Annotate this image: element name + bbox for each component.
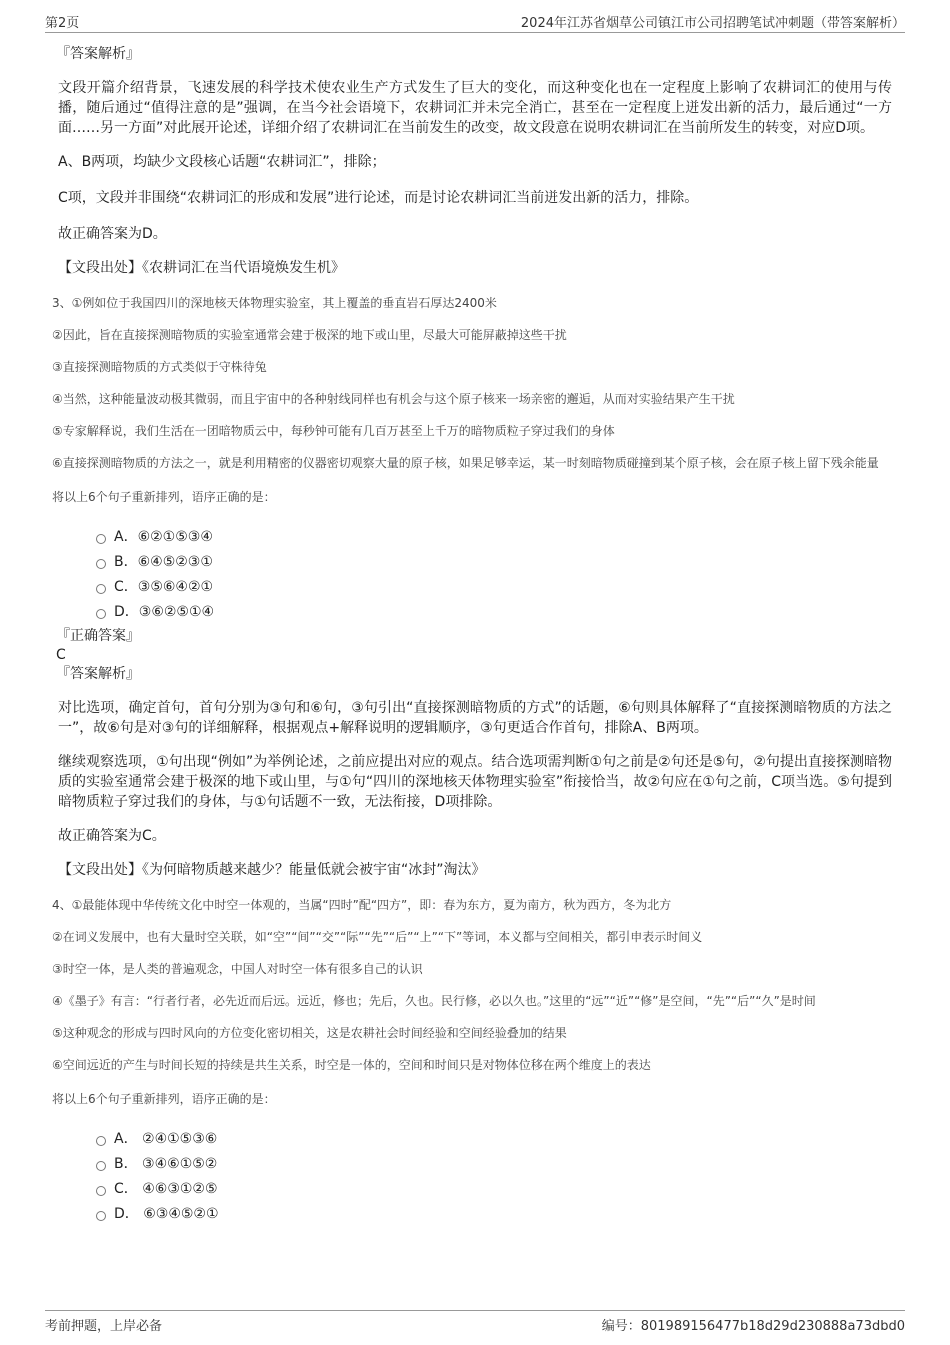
- q3-option-b[interactable]: B．⑥④⑤②③①: [96, 549, 892, 574]
- question-4: [52, 896, 892, 1226]
- q2-analysis-paragraph: A、B两项，均缺少文段核心话题“农耕词汇”，排除；: [58, 154, 386, 170]
- document-title: 2024年江苏省烟草公司镇江市公司招聘笔试冲刺题（带答案解析）: [520, 16, 905, 31]
- radio-icon[interactable]: [96, 1161, 106, 1171]
- radio-icon[interactable]: [96, 584, 106, 594]
- q3-option-c[interactable]: C．③⑤⑥④②①: [96, 574, 892, 599]
- q4-sentence: ②在词义发展中，也有大量时空关联，如“空”“间”“交”“际”“先”“后”“上”“下”等词，本义都与空间相关，都引申表示时间义: [52, 930, 703, 944]
- q3-correct-label: 『正确答案』: [56, 628, 140, 644]
- q4-sentence: ⑥空间远近的产生与时间长短的持续是共生关系，时空是一体的，空间和时间只是对物体位移在两个维度上的表达: [52, 1058, 651, 1072]
- q2-analysis-paragraph: 文段开篇介绍背景，飞速发展的科学技术使农业生产方式发生了巨大的变化，而这种变化也在一定程度上影响了农耕词汇的使用与传播，随后通过“值得注意的是”强调，在当今社会语境下，农耕词汇并未完全消亡，甚至在一定程度上迸发出新的活力，最后通过“一方面……另一方面”对此展开论述，详细介绍了农耕词汇在当前发生的改变，故文段意在说明农耕词汇在当前所发生的转变，对应D项。: [58, 80, 892, 136]
- document-id: 编号：801989156477b18d29d230888a73dbd0: [601, 1319, 905, 1334]
- footer-slogan: 考前押题，上岸必备: [45, 1319, 163, 1334]
- q3-option-d[interactable]: D．③⑥②⑤①④: [96, 599, 892, 624]
- q4-prompt: 将以上6个句子重新排列，语序正确的是：: [52, 1092, 276, 1106]
- page-footer: [45, 1310, 905, 1333]
- q2-source: 【文段出处】《农耕词汇在当代语境焕发生机》: [58, 260, 345, 276]
- q3-sentence: ③直接探测暗物质的方式类似于守株待兔: [52, 360, 267, 374]
- q4-option-b[interactable]: B． ③④⑥①⑤②: [96, 1151, 892, 1176]
- radio-icon[interactable]: [96, 559, 106, 569]
- radio-icon[interactable]: [96, 609, 106, 619]
- q3-sentence: ⑤专家解释说，我们生活在一团暗物质云中，每秒钟可能有几百万甚至上千万的暗物质粒子穿过我们的身体: [52, 424, 615, 438]
- q4-option-c[interactable]: C． ④⑥③①②⑤: [96, 1176, 892, 1201]
- q4-option-a[interactable]: A． ②④①⑤③⑥: [96, 1126, 892, 1151]
- q4-options: [96, 1126, 892, 1226]
- q3-sentence: ④当然，这种能量波动极其微弱，而且宇宙中的各种射线同样也有机会与这个原子核来一场亲密的邂逅，从而对实验结果产生干扰: [52, 392, 735, 406]
- q3-sentence: 3、①例如位于我国四川的深地核天体物理实验室，其上覆盖的垂直岩石厚达2400米: [52, 296, 497, 310]
- q3-source: 【文段出处】《为何暗物质越来越少？能量低就会被宇宙“冰封”淘汰》: [58, 862, 486, 878]
- q3-analysis-paragraph: 对比选项，确定首句，首句分别为③句和⑥句，③句引出“直接探测暗物质的方式”的话题，⑥句则具体解释了“直接探测暗物质的方法之一”，故⑥句是对③句的详细解释，根据观点+解释说明的逻辑顺序，③句更适合作首句，排除A、B两项。: [58, 700, 892, 736]
- q3-sentence: ②因此，旨在直接探测暗物质的实验室通常会建于极深的地下或山里，尽最大可能屏蔽掉这些干扰: [52, 328, 567, 342]
- radio-icon[interactable]: [96, 534, 106, 544]
- page-content: [52, 44, 892, 1226]
- radio-icon[interactable]: [96, 1211, 106, 1221]
- q3-correct-answer: C: [56, 647, 66, 663]
- q3-analysis-label: 『答案解析』: [56, 666, 140, 682]
- q3-analysis-paragraph: 故正确答案为C。: [58, 828, 166, 844]
- q3-prompt: 将以上6个句子重新排列，语序正确的是：: [52, 490, 276, 504]
- q4-sentence: 4、①最能体现中华传统文化中时空一体观的，当属“四时”配“四方”，即：春为东方，夏为南方，秋为西方，冬为北方: [52, 898, 672, 912]
- q3-analysis-paragraph: 继续观察选项，①句出现“例如”为举例论述，之前应提出对应的观点。结合选项需判断①句之前是②句还是⑤句，②句提出直接探测暗物质的实验室通常会建于极深的地下或山里，与①句“四川的深地核天体物理实验室”衔接恰当，故②句应在①句之前，C项当选。⑤句提到暗物质粒子穿过我们的身体，与①句话题不一致，无法衔接，D项排除。: [58, 754, 892, 810]
- q4-option-d[interactable]: D． ⑥③④⑤②①: [96, 1201, 892, 1226]
- q3-sentence: ⑥直接探测暗物质的方法之一，就是利用精密的仪器密切观察大量的原子核，如果足够幸运，某一时刻暗物质碰撞到某个原子核，会在原子核上留下残余能量: [52, 456, 879, 470]
- question-3: [52, 294, 892, 880]
- page-header: [45, 10, 905, 33]
- radio-icon[interactable]: [96, 1186, 106, 1196]
- q3-option-a[interactable]: A．⑥②①⑤③④: [96, 524, 892, 549]
- q4-sentence: ⑤这种观念的形成与四时风向的方位变化密切相关，这是农耕社会时间经验和空间经验叠加的结果: [52, 1026, 567, 1040]
- q2-analysis-paragraph: 故正确答案为D。: [58, 226, 167, 242]
- q2-analysis-label: 『答案解析』: [56, 46, 140, 62]
- q4-sentence: ③时空一体，是人类的普遍观念，中国人对时空一体有很多自己的认识: [52, 962, 423, 976]
- q2-analysis-paragraph: C项，文段并非围绕“农耕词汇的形成和发展”进行论述，而是讨论农耕词汇当前迸发出新的活力，排除。: [58, 190, 699, 206]
- page-number: 第2页: [45, 16, 80, 31]
- q3-options: [96, 524, 892, 624]
- q4-sentence: ④《墨子》有言：“行者行者，必先近而后远。远近，修也；先后，久也。民行修，必以久也。”这里的“远”“近”“修”是空间，“先”“后”“久”是时间: [52, 994, 816, 1008]
- radio-icon[interactable]: [96, 1136, 106, 1146]
